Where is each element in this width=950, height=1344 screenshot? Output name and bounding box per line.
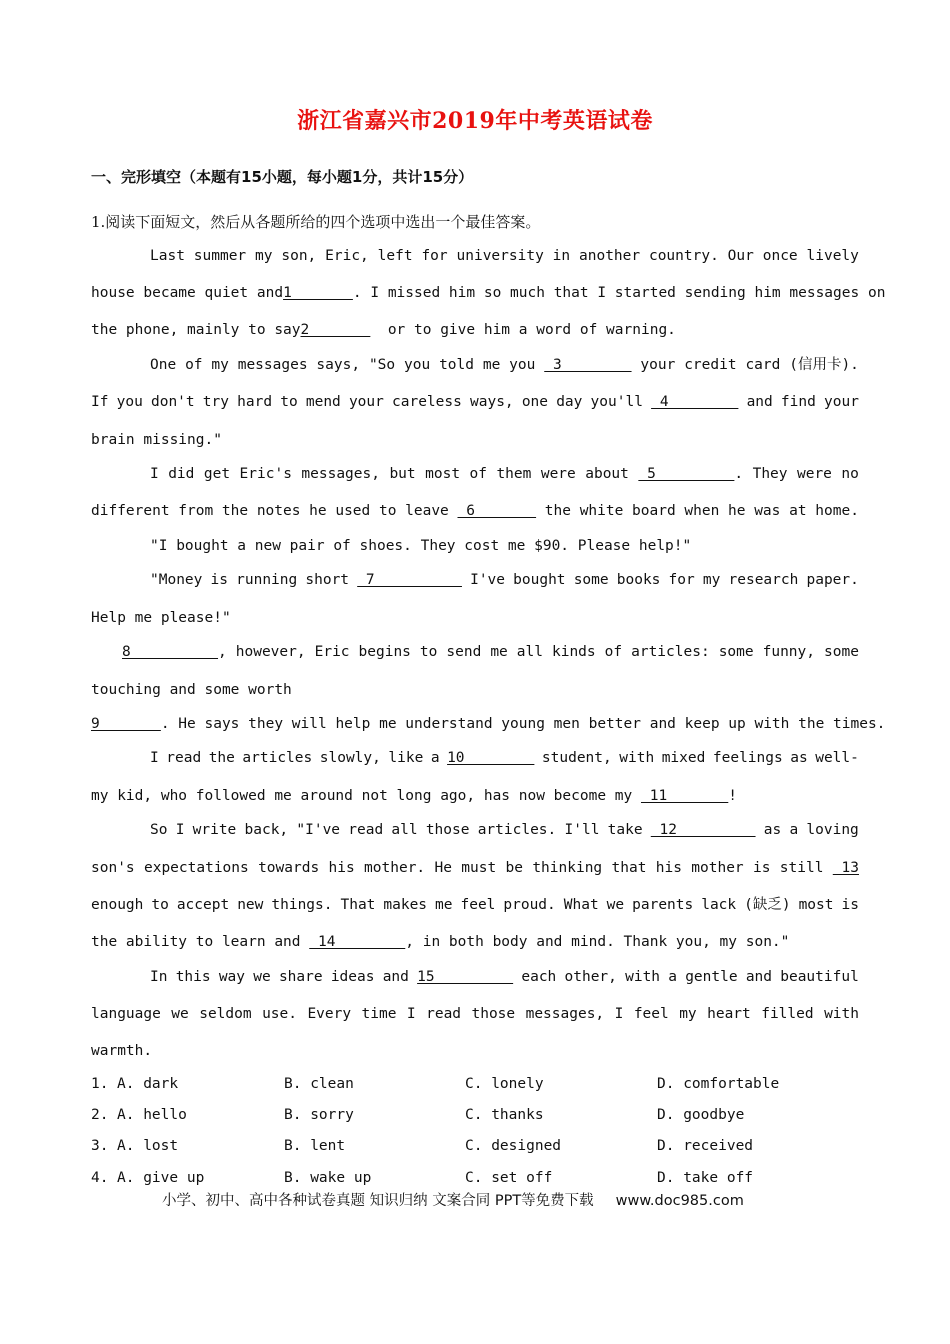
footer-site-link[interactable]: www.doc985.com xyxy=(615,1193,744,1209)
passage-word: (缺乏) xyxy=(744,897,791,913)
passage-word: in xyxy=(552,248,571,264)
option-d[interactable]: D. goodbye xyxy=(657,1107,745,1123)
option-b[interactable]: B. lent xyxy=(284,1138,346,1154)
passage-text: Help me please!" xyxy=(91,610,231,626)
option-a[interactable]: A. lost xyxy=(117,1138,179,1154)
passage-text: warmth. xyxy=(91,1043,153,1059)
passage-word: Last xyxy=(150,248,185,264)
passage-word: He xyxy=(434,860,452,876)
passage-word: . xyxy=(734,466,744,482)
passage-word: makes xyxy=(383,897,428,913)
passage-word: card xyxy=(745,357,781,373)
passage-word: me xyxy=(490,644,508,660)
passage-word: did xyxy=(168,466,195,482)
passage-line xyxy=(91,430,859,450)
passage-word: (信用卡). xyxy=(789,357,859,373)
passage-word: I xyxy=(406,1006,416,1022)
passage-word: from xyxy=(178,503,214,519)
passage-text: . I missed him so much that I started sending him messages on xyxy=(352,285,886,301)
passage-word: is xyxy=(753,860,771,876)
passage-word: don't xyxy=(150,394,195,410)
passage-word: credit xyxy=(684,357,737,373)
passage-line xyxy=(91,392,859,412)
passage-line xyxy=(150,536,859,556)
passage-text: ! xyxy=(728,788,738,804)
passage-line xyxy=(91,283,886,303)
passage-word: your xyxy=(640,357,676,373)
passage-word: with xyxy=(824,1006,859,1022)
passage-word: told xyxy=(439,357,474,373)
option-c[interactable]: C. designed xyxy=(465,1138,562,1154)
blank-13: 13 xyxy=(832,860,859,876)
passage-word: that xyxy=(611,860,647,876)
passage-word: "Money xyxy=(150,572,203,588)
passage-word: books xyxy=(616,572,661,588)
passage-word: was xyxy=(754,503,781,519)
passage-word: his xyxy=(655,860,682,876)
passage-word: you xyxy=(404,357,431,373)
option-a[interactable]: A. dark xyxy=(117,1076,179,1092)
passage-word: as xyxy=(763,822,782,838)
passage-word: he xyxy=(309,503,327,519)
passage-word: Every xyxy=(307,1006,352,1022)
passage-word: seldom xyxy=(199,1006,252,1022)
option-c[interactable]: C. thanks xyxy=(465,1107,544,1123)
passage-word: I xyxy=(150,750,159,766)
passage-line xyxy=(91,1004,859,1024)
passage-word: notes xyxy=(256,503,301,519)
passage-word: well- xyxy=(815,750,859,766)
section-heading: 一、完形填空（本题有15小题，每小题1分，共计15分） xyxy=(91,168,474,186)
blank-7: 7 xyxy=(357,572,462,588)
passage-word: If xyxy=(91,394,109,410)
question-row-1 xyxy=(91,1074,859,1094)
passage-word: of xyxy=(185,357,203,373)
option-b[interactable]: B. clean xyxy=(284,1076,354,1092)
passage-text: the ability to learn and xyxy=(91,934,310,950)
blank-group xyxy=(638,464,743,484)
passage-word: Eric's xyxy=(239,466,292,482)
passage-word: So xyxy=(150,822,168,838)
passage-word: ways, xyxy=(470,394,514,410)
passage-word: to xyxy=(151,897,169,913)
passage-line xyxy=(91,320,859,340)
passage-word: running xyxy=(236,572,298,588)
passage-word: we xyxy=(171,1006,189,1022)
passage-word: still xyxy=(779,860,824,876)
passage-word: proud. xyxy=(503,897,556,913)
passage-word: slowly, xyxy=(319,750,381,766)
question-number: 4. xyxy=(91,1170,109,1186)
blank-4: 4 xyxy=(651,394,739,410)
passage-word: read xyxy=(426,1006,462,1022)
passage-word: as xyxy=(790,750,808,766)
passage-line xyxy=(150,820,859,840)
passage-word: most xyxy=(798,897,834,913)
passage-word: short xyxy=(305,572,350,588)
passage-word: expectations xyxy=(143,860,249,876)
blank-6: 6 xyxy=(457,503,537,519)
passage-word: Eric xyxy=(314,644,350,660)
passage-word: but xyxy=(389,466,416,482)
question-number: 3. xyxy=(91,1138,109,1154)
passage-word: gentle xyxy=(685,969,738,985)
passage-word: read xyxy=(166,750,202,766)
passage-word: get xyxy=(203,466,231,482)
passage-word: back, xyxy=(244,822,289,838)
passage-line xyxy=(150,464,859,484)
passage-word: my xyxy=(702,572,721,588)
passage-word: I've xyxy=(470,572,506,588)
passage-word: we xyxy=(606,897,625,913)
passage-word: new xyxy=(237,897,264,913)
passage-text: or to give him a word of warning. xyxy=(370,322,676,338)
instruction: 1.阅读下面短文，然后从各题所给的四个选项中选出一个最佳答案。 xyxy=(91,213,541,231)
blank-10: 10 xyxy=(447,750,535,766)
blank-12: 12 xyxy=(650,822,756,838)
question-row-4 xyxy=(91,1168,859,1188)
passage-text: . He says they will help me understand young men better and keep up with the times. xyxy=(160,716,886,732)
passage-word: thinking xyxy=(532,860,603,876)
passage-word: read xyxy=(348,822,384,838)
passage-word: with xyxy=(625,969,661,985)
passage-word: In xyxy=(150,969,168,985)
passage-word: take xyxy=(607,822,643,838)
option-a[interactable]: A. hello xyxy=(117,1107,187,1123)
passage-word: all xyxy=(391,822,418,838)
passage-word: enough xyxy=(91,897,144,913)
passage-word: mend xyxy=(305,394,341,410)
passage-line xyxy=(150,967,859,987)
passage-word: bought xyxy=(513,572,566,588)
passage-word: all xyxy=(516,644,543,660)
passage-word: "I've xyxy=(296,822,341,838)
passage-line xyxy=(150,246,859,266)
passage-word: summer xyxy=(193,248,247,264)
passage-word: says, xyxy=(316,357,361,373)
passage-word: parents xyxy=(632,897,694,913)
passage-line xyxy=(91,895,859,915)
passage-word: mother xyxy=(691,860,744,876)
passage-word: I xyxy=(150,466,159,482)
passage-word: your xyxy=(824,394,859,410)
footer-text: 小学、初中、高中各种试卷真题 知识归纳 文案合同 PPT等免费下载 xyxy=(162,1193,594,1209)
passage-word: white xyxy=(579,503,624,519)
passage-word: "So xyxy=(368,357,396,373)
passage-word: time xyxy=(361,1006,397,1022)
passage-text: house became quiet and xyxy=(91,285,284,301)
passage-word: be xyxy=(505,860,523,876)
passage-text: my kid, who followed me around not long ago, has now become my xyxy=(91,788,641,804)
passage-word: the xyxy=(544,503,571,519)
passage-word: country. xyxy=(648,248,719,264)
passage-line xyxy=(150,570,859,590)
passage-word: of xyxy=(469,466,487,482)
question-row-3 xyxy=(91,1136,859,1156)
passage-word: funny, xyxy=(762,644,815,660)
passage-word: another xyxy=(579,248,641,264)
passage-word: me xyxy=(482,357,501,373)
passage-word: to xyxy=(378,503,397,519)
passage-word: find xyxy=(780,394,816,410)
passage-word: articles xyxy=(242,750,313,766)
passage-word: Our xyxy=(727,248,754,264)
passage-word: a xyxy=(789,822,799,838)
passage-word: things. xyxy=(271,897,333,913)
passage-word: different xyxy=(91,503,170,519)
option-b[interactable]: B. wake up xyxy=(284,1170,372,1186)
passage-word: some xyxy=(718,644,754,660)
passage-word: send xyxy=(446,644,482,660)
passage-word: messages, xyxy=(301,466,380,482)
passage-word: What xyxy=(563,897,599,913)
blank-5: 5 xyxy=(638,466,735,482)
passage-word: share xyxy=(278,969,323,985)
option-d[interactable]: D. take off xyxy=(657,1170,754,1186)
passage-word: we xyxy=(253,969,271,985)
passage-word: accept xyxy=(176,897,230,913)
footer-banner xyxy=(162,1189,744,1210)
passage-line xyxy=(122,642,859,662)
passage-word: I xyxy=(175,822,185,838)
blank-14: 14 xyxy=(309,934,406,950)
passage-word: heart xyxy=(707,1006,751,1022)
passage-word: must xyxy=(461,860,497,876)
passage-word: he xyxy=(728,503,746,519)
passage-word: the xyxy=(208,750,235,766)
passage-text: , in both body and mind. Thank you, my son." xyxy=(405,934,790,950)
passage-word: and xyxy=(746,394,773,410)
passage-line xyxy=(91,786,859,806)
passage-word: feel xyxy=(460,897,496,913)
passage-word: One xyxy=(150,357,177,373)
passage-word: articles. xyxy=(477,822,557,838)
passage-word: use. xyxy=(262,1006,297,1022)
passage-word: other, xyxy=(564,969,617,985)
passage-word: however, xyxy=(235,644,306,660)
passage-word: most xyxy=(425,466,461,482)
option-c[interactable]: C. set off xyxy=(465,1170,553,1186)
passage-word: messages xyxy=(237,357,308,373)
passage-word: my xyxy=(255,248,273,264)
passage-line xyxy=(91,608,859,628)
passage-word: messages, xyxy=(525,1006,605,1022)
blank-group xyxy=(122,642,227,662)
passage-line xyxy=(91,680,859,700)
passage-word: no xyxy=(841,466,859,482)
passage-word: like xyxy=(388,750,424,766)
passage-line xyxy=(150,355,859,375)
passage-line xyxy=(91,501,859,521)
blank-11: 11 xyxy=(640,788,729,804)
passage-word: That xyxy=(340,897,376,913)
passage-word: to xyxy=(419,644,438,660)
passage-line xyxy=(91,714,886,734)
passage-word: you xyxy=(509,357,536,373)
passage-word: your xyxy=(348,394,384,410)
passage-word: research xyxy=(728,572,799,588)
passage-word: them xyxy=(496,466,532,482)
passage-line xyxy=(91,1041,859,1061)
passage-word: mixed xyxy=(661,750,706,766)
question-number: 2. xyxy=(91,1107,109,1123)
passage-word: left xyxy=(377,248,413,264)
passage-word: you'll xyxy=(590,394,643,410)
passage-word: for xyxy=(668,572,695,588)
blank-9: 9 xyxy=(91,716,161,732)
passage-word: is xyxy=(841,897,859,913)
passage-word: day xyxy=(556,394,583,410)
passage-word: son, xyxy=(281,248,317,264)
passage-word: way xyxy=(218,969,246,985)
passage-word: lack xyxy=(701,897,737,913)
passage-word: I'll xyxy=(564,822,600,838)
option-b[interactable]: B. sorry xyxy=(284,1107,354,1123)
passage-word: student, xyxy=(541,750,612,766)
passage-word: those xyxy=(471,1006,516,1022)
passage-word: of xyxy=(604,644,623,660)
passage-line xyxy=(91,932,859,952)
passage-word: one xyxy=(521,394,549,410)
blank-3: 3 xyxy=(544,357,632,373)
passage-word: feelings xyxy=(712,750,783,766)
passage-word: to xyxy=(280,394,298,410)
passage-word: paper. xyxy=(806,572,859,588)
option-a[interactable]: A. give up xyxy=(117,1170,205,1186)
passage-word: each xyxy=(521,969,557,985)
option-d[interactable]: D. comfortable xyxy=(657,1076,780,1092)
passage-word: about xyxy=(585,466,629,482)
passage-word: this xyxy=(175,969,211,985)
passage-word: hard xyxy=(237,394,273,410)
passage-word: my xyxy=(679,1006,697,1022)
passage-word: leave xyxy=(405,503,449,519)
passage-word: I xyxy=(614,1006,624,1022)
passage-word: the xyxy=(221,503,249,519)
passage-text: touching and some worth xyxy=(91,682,292,698)
passage-word: They xyxy=(752,466,788,482)
blank-15: 15 xyxy=(417,969,514,985)
passage-word: careless xyxy=(392,394,462,410)
passage-word: is xyxy=(210,572,228,588)
passage-word: loving xyxy=(806,822,859,838)
passage-word: try xyxy=(202,394,229,410)
passage-line xyxy=(150,748,859,768)
passage-word: my xyxy=(211,357,229,373)
passage-word: when xyxy=(684,503,720,519)
option-d[interactable]: D. received xyxy=(657,1138,754,1154)
passage-word: beautiful xyxy=(780,969,859,985)
passage-word: filled xyxy=(761,1006,814,1022)
passage-word: those xyxy=(425,822,470,838)
passage-word: at xyxy=(789,503,807,519)
passage-line xyxy=(91,858,859,878)
passage-word: with xyxy=(619,750,655,766)
passage-word: a xyxy=(430,750,440,766)
passage-word: for xyxy=(421,248,448,264)
blank-1: 1 xyxy=(283,285,353,301)
passage-word: mother. xyxy=(364,860,426,876)
passage-word: once xyxy=(762,248,798,264)
passage-word: towards xyxy=(258,860,320,876)
passage-word: ideas xyxy=(330,969,375,985)
passage-word: university xyxy=(456,248,544,264)
passage-word: begins xyxy=(358,644,411,660)
passage-text: the phone, mainly to say xyxy=(91,322,301,338)
passage-word: son's xyxy=(91,860,135,876)
option-c[interactable]: C. lonely xyxy=(465,1076,544,1092)
passage-word: were xyxy=(796,466,832,482)
passage-word: you xyxy=(116,394,143,410)
blank-8: 8 xyxy=(122,644,219,660)
passage-word: language xyxy=(91,1006,161,1022)
blank-2: 2 xyxy=(300,322,371,338)
passage-text: "I bought a new pair of shoes. They cost me $90. Please help!" xyxy=(150,538,692,554)
page-title: 浙江省嘉兴市2019年中考英语试卷 xyxy=(297,108,653,134)
passage-word: some xyxy=(573,572,609,588)
passage-text: brain missing." xyxy=(91,432,222,448)
passage-word: feel xyxy=(633,1006,669,1022)
passage-word: kinds xyxy=(551,644,596,660)
passage-word: used xyxy=(335,503,371,519)
passage-word: board xyxy=(632,503,676,519)
passage-word: , xyxy=(218,644,227,660)
passage-word: home. xyxy=(815,503,859,519)
passage-word: a xyxy=(668,969,677,985)
passage-word: and xyxy=(382,969,409,985)
passage-word: articles: xyxy=(631,644,710,660)
passage-word: write xyxy=(192,822,237,838)
question-number: 1. xyxy=(91,1076,109,1092)
passage-word: and xyxy=(745,969,773,985)
passage-word: some xyxy=(824,644,859,660)
passage-word: me xyxy=(435,897,453,913)
passage-word: were xyxy=(540,466,576,482)
question-row-2 xyxy=(91,1105,859,1125)
passage-word: his xyxy=(328,860,355,876)
passage-word: lively xyxy=(806,248,859,264)
passage-word: Eric, xyxy=(325,248,369,264)
